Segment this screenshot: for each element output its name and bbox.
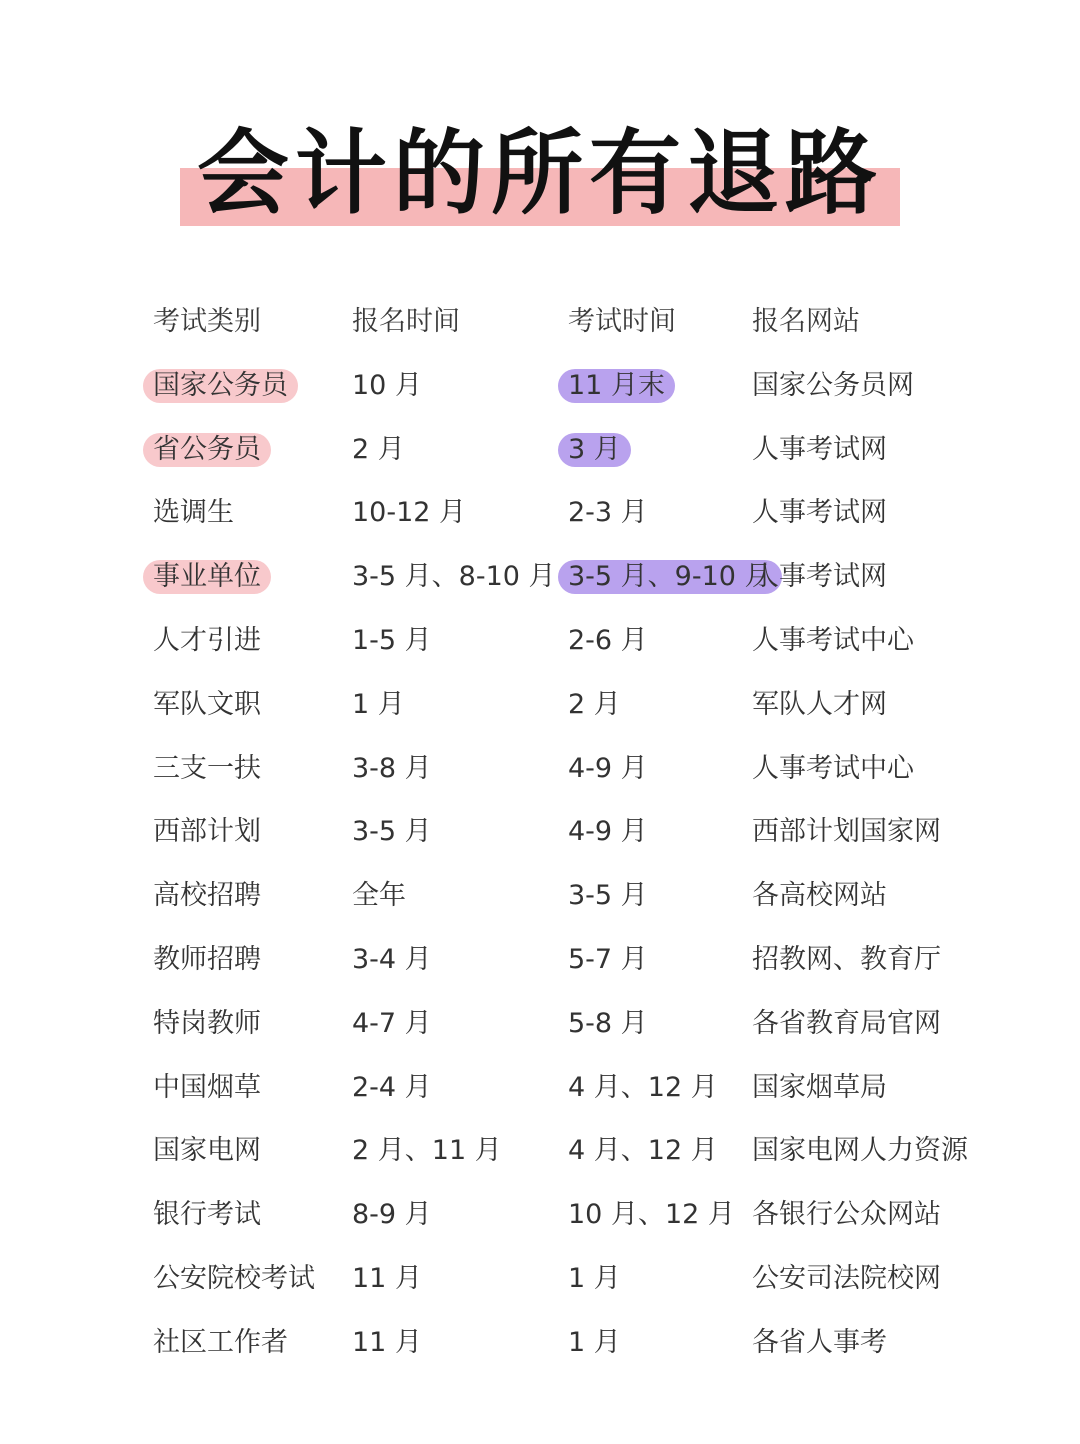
cell-category bbox=[153, 992, 261, 1056]
cell-registration-time-text: 全年 bbox=[352, 880, 406, 912]
cell-exam-time-text: 4-9 月 bbox=[568, 752, 648, 784]
table-row bbox=[0, 673, 1080, 737]
cell-registration-site-text: 人事考试中心 bbox=[752, 752, 914, 784]
cell-category-text: 西部计划 bbox=[153, 816, 261, 848]
cell-registration-time-text: 11 月 bbox=[352, 1262, 422, 1294]
cell-exam-time-text: 3-5 月、9-10 月 bbox=[558, 560, 782, 594]
cell-category-text: 国家电网 bbox=[153, 1135, 261, 1167]
table-row bbox=[0, 928, 1080, 992]
table-row bbox=[0, 609, 1080, 673]
cell-registration-time bbox=[352, 1056, 432, 1120]
cell-category-text: 社区工作者 bbox=[153, 1326, 288, 1358]
cell-registration-site-text: 人事考试网 bbox=[752, 497, 887, 529]
cell-registration-time bbox=[352, 1311, 422, 1375]
title-area bbox=[0, 118, 1080, 238]
header-registration-site: 报名网站 bbox=[752, 306, 860, 337]
cell-category-text: 事业单位 bbox=[143, 560, 271, 594]
cell-exam-time bbox=[568, 545, 782, 609]
cell-registration-time-text: 8-9 月 bbox=[352, 1199, 432, 1231]
cell-registration-time-text: 3-5 月 bbox=[352, 816, 432, 848]
cell-exam-time-text: 3-5 月 bbox=[568, 880, 648, 912]
cell-exam-time-text: 3 月 bbox=[558, 433, 631, 467]
cell-exam-time bbox=[568, 1247, 621, 1311]
cell-registration-site-text: 招教网、教育厅 bbox=[752, 943, 941, 975]
cell-exam-time bbox=[568, 481, 648, 545]
table-row bbox=[0, 1056, 1080, 1120]
cell-exam-time-text: 4 月、12 月 bbox=[568, 1071, 718, 1103]
cell-registration-time bbox=[352, 800, 432, 864]
cell-exam-time bbox=[568, 1311, 621, 1375]
cell-registration-site bbox=[752, 928, 941, 992]
cell-exam-time-text: 2-6 月 bbox=[568, 624, 648, 656]
table-body bbox=[0, 354, 1080, 1375]
exam-table bbox=[0, 290, 1080, 1375]
cell-category bbox=[153, 354, 298, 418]
cell-registration-site bbox=[752, 1311, 887, 1375]
cell-registration-site-text: 人事考试中心 bbox=[752, 624, 914, 656]
cell-exam-time-text: 2-3 月 bbox=[568, 497, 648, 529]
cell-registration-site bbox=[752, 481, 887, 545]
table-row bbox=[0, 737, 1080, 801]
cell-registration-time-text: 10 月 bbox=[352, 369, 422, 401]
table-row bbox=[0, 1119, 1080, 1183]
cell-registration-site-text: 人事考试网 bbox=[752, 433, 887, 465]
cell-category bbox=[153, 1056, 261, 1120]
cell-category bbox=[153, 418, 271, 482]
cell-exam-time bbox=[568, 673, 621, 737]
cell-registration-time-text: 2 月、11 月 bbox=[352, 1135, 502, 1167]
cell-registration-site-text: 西部计划国家网 bbox=[752, 816, 941, 848]
cell-exam-time bbox=[568, 864, 648, 928]
cell-category bbox=[153, 1311, 288, 1375]
cell-category-text: 军队文职 bbox=[153, 688, 261, 720]
cell-exam-time-text: 11 月末 bbox=[558, 369, 675, 403]
cell-registration-time bbox=[352, 1119, 502, 1183]
cell-registration-site bbox=[752, 737, 914, 801]
cell-registration-time-text: 3-4 月 bbox=[352, 943, 432, 975]
cell-registration-time-text: 2-4 月 bbox=[352, 1071, 432, 1103]
cell-registration-site-text: 各省人事考 bbox=[752, 1326, 887, 1358]
cell-category bbox=[153, 864, 261, 928]
table-row bbox=[0, 864, 1080, 928]
cell-category-text: 省公务员 bbox=[143, 433, 271, 467]
cell-category bbox=[153, 673, 261, 737]
cell-exam-time bbox=[568, 992, 648, 1056]
cell-exam-time-text: 1 月 bbox=[568, 1262, 621, 1294]
cell-registration-time-text: 3-5 月、8-10 月 bbox=[352, 561, 556, 593]
cell-category-text: 银行考试 bbox=[153, 1199, 261, 1231]
cell-registration-time bbox=[352, 928, 432, 992]
cell-exam-time-text: 4-9 月 bbox=[568, 816, 648, 848]
cell-exam-time bbox=[568, 354, 675, 418]
cell-category bbox=[153, 737, 261, 801]
cell-exam-time bbox=[568, 800, 648, 864]
cell-registration-time-text: 10-12 月 bbox=[352, 497, 467, 529]
cell-registration-site bbox=[752, 864, 887, 928]
cell-registration-time-text: 2 月 bbox=[352, 433, 405, 465]
cell-registration-time bbox=[352, 354, 422, 418]
cell-category bbox=[153, 545, 271, 609]
table-header-row bbox=[0, 290, 1080, 354]
cell-registration-time bbox=[352, 1247, 422, 1311]
cell-registration-time bbox=[352, 481, 466, 545]
cell-registration-site-text: 人事考试网 bbox=[752, 561, 887, 593]
cell-registration-site bbox=[752, 418, 887, 482]
cell-exam-time bbox=[568, 1119, 718, 1183]
cell-registration-site-text: 各银行公众网站 bbox=[752, 1199, 941, 1231]
cell-registration-site bbox=[752, 609, 914, 673]
table-row bbox=[0, 1183, 1080, 1247]
header-exam-time: 考试时间 bbox=[568, 306, 676, 337]
cell-exam-time bbox=[568, 1056, 718, 1120]
cell-registration-site bbox=[752, 673, 887, 737]
table-row bbox=[0, 545, 1080, 609]
cell-registration-time bbox=[352, 609, 432, 673]
table-row bbox=[0, 418, 1080, 482]
table-row bbox=[0, 354, 1080, 418]
cell-category bbox=[153, 928, 261, 992]
table-row bbox=[0, 992, 1080, 1056]
cell-registration-time-text: 1 月 bbox=[352, 688, 405, 720]
cell-exam-time bbox=[568, 1183, 735, 1247]
cell-registration-site bbox=[752, 1183, 941, 1247]
page-title: 会计的所有退路 bbox=[196, 120, 883, 227]
cell-registration-time bbox=[352, 673, 405, 737]
cell-registration-site-text: 各省教育局官网 bbox=[752, 1007, 941, 1039]
cell-registration-time bbox=[352, 992, 432, 1056]
cell-category-text: 教师招聘 bbox=[153, 943, 261, 975]
cell-registration-time-text: 1-5 月 bbox=[352, 624, 432, 656]
cell-exam-time bbox=[568, 928, 648, 992]
cell-registration-site bbox=[752, 545, 887, 609]
table-row bbox=[0, 1311, 1080, 1375]
cell-registration-site bbox=[752, 1247, 941, 1311]
cell-registration-time bbox=[352, 545, 556, 609]
cell-registration-site-text: 国家公务员网 bbox=[752, 369, 914, 401]
cell-registration-time-text: 4-7 月 bbox=[352, 1007, 432, 1039]
cell-exam-time-text: 5-8 月 bbox=[568, 1007, 648, 1039]
header-category: 考试类别 bbox=[153, 306, 261, 337]
cell-registration-site-text: 公安司法院校网 bbox=[752, 1262, 941, 1294]
cell-registration-site bbox=[752, 992, 941, 1056]
cell-category-text: 选调生 bbox=[153, 497, 234, 529]
cell-category-text: 国家公务员 bbox=[143, 369, 298, 403]
cell-exam-time bbox=[568, 737, 648, 801]
cell-exam-time bbox=[568, 609, 648, 673]
cell-registration-site bbox=[752, 1056, 887, 1120]
table-row bbox=[0, 481, 1080, 545]
cell-category-text: 人才引进 bbox=[153, 624, 261, 656]
cell-exam-time bbox=[568, 418, 631, 482]
cell-registration-time bbox=[352, 864, 406, 928]
cell-category bbox=[153, 481, 234, 545]
cell-category-text: 公安院校考试 bbox=[153, 1262, 315, 1294]
cell-exam-time-text: 5-7 月 bbox=[568, 943, 648, 975]
cell-category bbox=[153, 1119, 261, 1183]
cell-exam-time-text: 2 月 bbox=[568, 688, 621, 720]
cell-category bbox=[153, 609, 261, 673]
cell-registration-site bbox=[752, 800, 941, 864]
cell-category bbox=[153, 800, 261, 864]
cell-category-text: 高校招聘 bbox=[153, 880, 261, 912]
cell-registration-time bbox=[352, 1183, 432, 1247]
cell-registration-time-text: 3-8 月 bbox=[352, 752, 432, 784]
cell-category-text: 中国烟草 bbox=[153, 1071, 261, 1103]
cell-registration-site-text: 国家电网人力资源 bbox=[752, 1135, 968, 1167]
cell-registration-site bbox=[752, 354, 914, 418]
cell-registration-time-text: 11 月 bbox=[352, 1326, 422, 1358]
table-row bbox=[0, 1247, 1080, 1311]
header-registration-time: 报名时间 bbox=[352, 306, 460, 337]
cell-exam-time-text: 1 月 bbox=[568, 1326, 621, 1358]
cell-registration-site-text: 国家烟草局 bbox=[752, 1071, 887, 1103]
table-row bbox=[0, 800, 1080, 864]
cell-category-text: 三支一扶 bbox=[153, 752, 261, 784]
cell-registration-time bbox=[352, 737, 432, 801]
cell-exam-time-text: 10 月、12 月 bbox=[568, 1199, 735, 1231]
cell-exam-time-text: 4 月、12 月 bbox=[568, 1135, 718, 1167]
cell-registration-time bbox=[352, 418, 405, 482]
cell-category-text: 特岗教师 bbox=[153, 1007, 261, 1039]
cell-registration-site-text: 各高校网站 bbox=[752, 880, 887, 912]
cell-category bbox=[153, 1247, 315, 1311]
cell-category bbox=[153, 1183, 261, 1247]
cell-registration-site-text: 军队人才网 bbox=[752, 688, 887, 720]
cell-registration-site bbox=[752, 1119, 968, 1183]
